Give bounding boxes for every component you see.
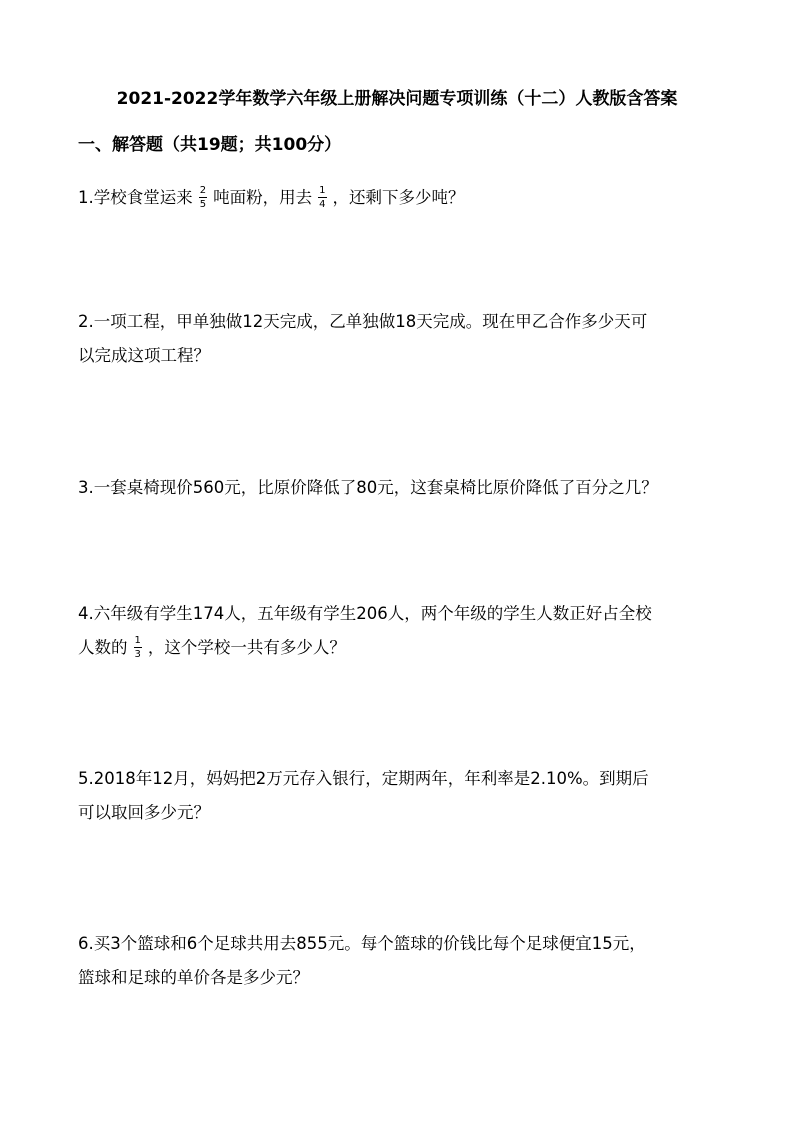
fraction-one-quarter (318, 185, 326, 210)
question-4-line-1: 4.六年级有学生174人，五年级有学生206人，两个年级的学生人数正好占全校 (78, 604, 652, 623)
question-5-line-1: 5.2018年12月，妈妈把2万元存入银行，定期两年，年利率是2.10%。到期后 (78, 769, 649, 788)
question-3 (78, 471, 718, 505)
question-6-line-1: 6.买3个篮球和6个足球共用去855元。每个篮球的价钱比每个足球便宜15元， (78, 934, 646, 953)
question-1-line-1 (78, 181, 718, 215)
fraction-numerator: 2 (199, 185, 207, 196)
question-1 (78, 181, 718, 215)
question-6 (78, 927, 718, 995)
question-2 (78, 305, 718, 373)
fraction-denominator: 3 (134, 649, 141, 660)
fraction-numerator: 1 (319, 185, 326, 196)
question-6-line-2: 篮球和足球的单价各是多少元？ (78, 968, 309, 987)
question-4-line-2 (78, 631, 718, 665)
question-2-line-1: 2.一项工程，甲单独做12天完成，乙单独做18天完成。现在甲乙合作多少天可 (78, 312, 648, 331)
question-4-text-before: 人数的 (78, 638, 128, 657)
question-1-text-before: 1.学校食堂运来 (78, 188, 193, 207)
fraction-denominator: 5 (199, 199, 207, 210)
section-heading: 一、解答题（共19题；共100分） (78, 135, 342, 155)
question-4 (78, 597, 718, 665)
fraction-numerator: 1 (134, 635, 141, 646)
fraction-two-fifths (199, 185, 207, 210)
fraction-one-third (134, 635, 142, 660)
question-5 (78, 762, 718, 830)
question-2-line-2: 以完成这项工程？ (78, 346, 210, 365)
question-5-line-2: 可以取回多少元？ (78, 803, 210, 822)
fraction-denominator: 4 (319, 199, 326, 210)
question-4-text-after: ，这个学校一共有多少人？ (147, 638, 346, 657)
question-3-line-1: 3.一套桌椅现价560元，比原价降低了80元，这套桌椅比原价降低了百分之几？ (78, 478, 658, 497)
document-title: 2021-2022学年数学六年级上册解决问题专项训练（十二）人教版含答案 (116, 89, 678, 109)
question-1-text-mid: 吨面粉，用去 (213, 188, 313, 207)
question-1-text-after: ，还剩下多少吨？ (332, 188, 465, 207)
